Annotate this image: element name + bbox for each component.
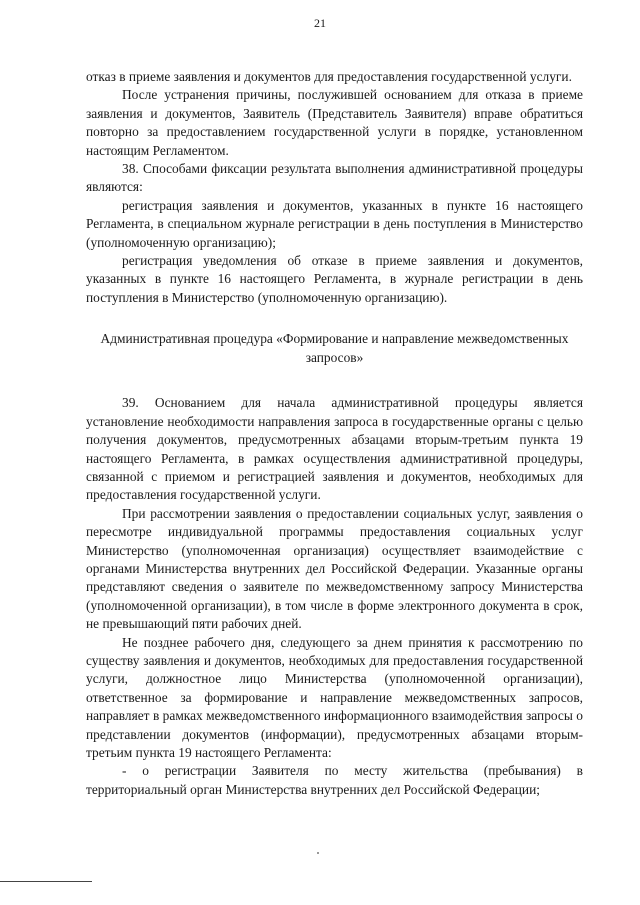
list-item: - о регистрации Заявителя по месту жительства (пребывания) в территориальный орган Министерства внутренних дел Российской Федерации;	[86, 763, 583, 797]
paragraph: регистрация заявления и документов, указанных в пункте 16 настоящего Регламента, в специальном журнале регистрации в день поступления в Министерство (уполномоченную организацию);	[86, 197, 583, 250]
paragraph-item-39: 39. Основанием для начала административной процедуры является установление необходимости направления запроса в государственные органы с целью получения документов, предусмотренных абзацами вторым-третьим пункта 19 настоящего Регламента, в рамках осуществления административной процедуры, связанной с приемом и регистрацией заявления и документов, необходимых для предоставления государственной услуги.	[86, 395, 583, 503]
paragraph-item-38: 38. Способами фиксации результата выполнения административной процедуры являются:	[86, 161, 583, 195]
paragraph: Не позднее рабочего дня, следующего за днем принятия к рассмотрению по существу заявления и документов, необходимых для предоставления государственной услуги, должностное лицо Министерства (уполномоченной организации), ответственное за формирование и направление межведомственных запросов, направляет в рамках межведомственного информационного взаимодействия запросы о представлении документов (информации), предусмотренных абзацами вторым-третьим пункта 19 настоящего Регламента:	[86, 634, 583, 760]
footnote-rule	[0, 881, 92, 882]
paragraph: После устранения причины, послужившей основанием для отказа в приеме заявления и документов, Заявитель (Представитель Заявителя) вправе обратиться повторно за предоставлением государственной услуги в порядке, установленном настоящим Регламентом.	[86, 87, 583, 158]
document-body	[86, 68, 583, 799]
page-number: 21	[314, 16, 326, 30]
paragraph: регистрация уведомления об отказе в приеме заявления и документов, указанных в пункте 16 настоящего Регламента, в журнале регистрации в день поступления в Министерство (уполномоченную организацию).	[86, 253, 583, 305]
paragraph: При рассмотрении заявления о предоставлении социальных услуг, заявления о пересмотре индивидуальной программы предоставления социальных услуг Министерство (уполномоченная организация) осуществляет взаимодействие с органами Министерства внутренних дел Российской Федерации. Указанные органы представляют сведения о заявителе по межведомственному запросу Министерства (уполномоченной организации), в том числе в форме электронного документа в срок, не превышающий пяти рабочих дней.	[86, 505, 583, 632]
scan-artifact	[317, 852, 319, 854]
section-heading: Административная процедура «Формирование и направление межведомственных запросов»	[100, 331, 569, 366]
paragraph: отказ в приеме заявления и документов для предоставления государственной услуги.	[86, 69, 572, 84]
